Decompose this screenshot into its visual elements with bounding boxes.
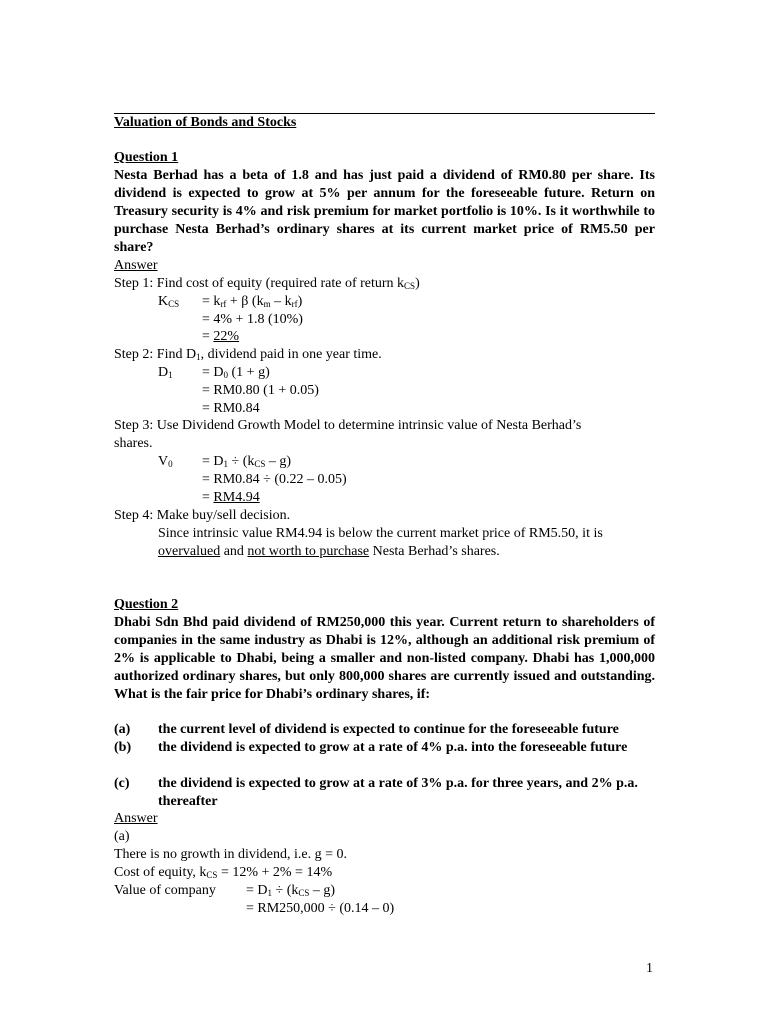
step-4-conclusion: overvalued and not worth to purchase Nesta Berhad’s shares. [158, 544, 500, 559]
answer-2a-label: (a) [114, 829, 130, 844]
step-4-decision: Since intrinsic value RM4.94 is below the current market price of RM5.50, it is [158, 526, 603, 541]
document-title: Valuation of Bonds and Stocks [114, 115, 297, 130]
value-of-company-label: Value of company [114, 883, 216, 898]
cost-of-equity: Cost of equity, $k_{CS} = 12\% + 2\% = 14\%$ [114, 865, 333, 880]
page-number: 1 [646, 961, 653, 976]
part-c-text: the dividend is expected to grow at a rate of 3% p.a. for three years, and 2% p.a. thereafter [158, 776, 638, 809]
part-c-label: (c) [114, 776, 130, 791]
kcs-label: $K_{CS}$ [158, 294, 180, 309]
d1-label: $D_1$ [158, 365, 173, 380]
kcs-substitution: = 4% + 1.8 (10%) [202, 312, 303, 327]
v0-formula: = $D_1 \div (k_{CS} - g)$ [202, 454, 292, 469]
answer-2-label: Answer [114, 811, 158, 826]
step-3: Step 3: Use Dividend Growth Model to determine intrinsic value of Nesta Berhad’s [114, 418, 582, 433]
step-2: Step 2: Find $D_1$, dividend paid in one year time. [114, 347, 382, 362]
no-growth-note: There is no growth in dividend, i.e. g = 0. [114, 847, 348, 862]
answer-1-label: Answer [114, 258, 158, 273]
kcs-formula: = $k_{rf} + \beta$ $(k_m - k_{rf})$ [202, 294, 303, 309]
d1-substitution: = RM0.80 (1 + 0.05) [202, 383, 319, 398]
kcs-result: = 22% [202, 329, 240, 344]
step-3-continued: shares. [114, 436, 153, 451]
value-of-company-substitution: = RM250,000 ÷ (0.14 – 0) [246, 901, 395, 916]
question-2-heading: Question 2 [114, 597, 179, 612]
value-of-company-formula: = $D_1 \div (k_{CS} - g)$ [246, 883, 336, 898]
part-b-label: (b) [114, 740, 132, 755]
question-1-text: Nesta Berhad has a beta of 1.8 and has just paid a dividend of RM0.80 per share. Its dividend is expected to grow at 5% per annum for the foreseeable future. Return on Treasury security is 4% and risk premium for market portfolio is 10%. Is it worthwhile to purchase Nesta Berhad’s ordinary shares at its current market price of RM5.50 per share? [114, 168, 655, 255]
step-1: Step 1: Find cost of equity (required rate of return $k_{CS}$) [114, 276, 420, 291]
part-b-text: the dividend is expected to grow at a rate of 4% p.a. into the foreseeable future [158, 740, 628, 755]
question-1-heading: Question 1 [114, 150, 179, 165]
part-a-text: the current level of dividend is expected to continue for the foreseeable future [158, 722, 619, 737]
d1-formula: = $D_0$ (1 + g) [202, 365, 270, 380]
v0-label: $V_0$ [158, 454, 173, 469]
d1-result: = RM0.84 [202, 401, 260, 416]
step-4: Step 4: Make buy/sell decision. [114, 508, 291, 523]
part-a-label: (a) [114, 722, 131, 737]
v0-substitution: = RM0.84 ÷ (0.22 – 0.05) [202, 472, 347, 487]
question-2-text: Dhabi Sdn Bhd paid dividend of RM250,000 this year. Current return to shareholders of companies in the same industry as Dhabi is 12%, although an additional risk premium of 2% is applicable to Dhabi, being a smaller and non-listed company. Dhabi has 1,000,000 authorized ordinary shares, but only 800,000 shares are currently issued and outstanding. What is the fair price for Dhabi’s ordinary shares, if: [114, 615, 655, 702]
v0-result: = RM4.94 [202, 490, 260, 505]
